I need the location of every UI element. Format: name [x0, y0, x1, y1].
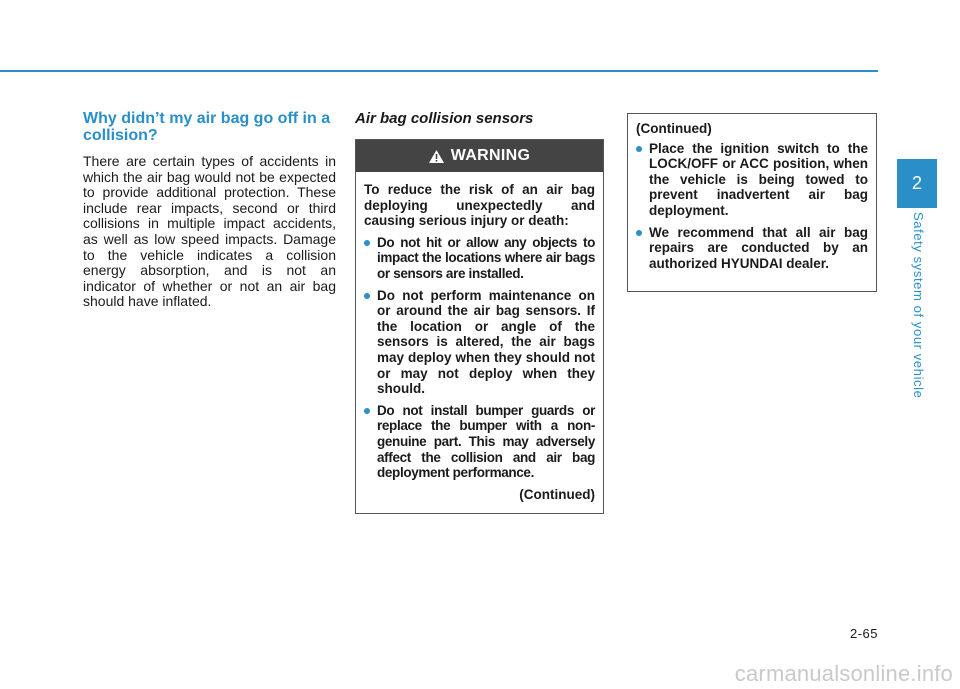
left-column: [83, 110, 336, 310]
chapter-number-tab: 2: [897, 159, 937, 208]
continued-label: (Continued): [636, 121, 712, 136]
continued-label: (Continued): [519, 486, 595, 502]
warning-intro: To reduce the risk of an air bag deploying unexpectedly and causing serious injury or death:: [364, 182, 595, 229]
warning-box: [355, 139, 604, 514]
chapter-title: Safety system of your vehicle: [911, 212, 926, 399]
warning-bullet: Do not perform maintenance on or around the air bag sensors. If the location or angle of the sensors is altered, the air bags may deploy when they should not or may not deploy when they should.: [364, 288, 595, 397]
warning-title: WARNING: [450, 147, 531, 164]
bullet-dot-icon: [364, 408, 370, 414]
continued-bullet: We recommend that all air bag repairs are conducted by an authorized HYUNDAI dealer.: [636, 225, 868, 272]
bullet-dot-icon: [636, 146, 642, 152]
right-column: [627, 113, 877, 292]
warning-bullet-list: [364, 235, 595, 481]
continued-bullet: Place the ignition switch to the LOCK/OFF or ACC position, when the vehicle is being towed to prevent inadvertent air bag deployment.: [636, 141, 868, 219]
page-number: 2-65: [849, 626, 878, 641]
warning-bullet: Do not hit or allow any objects to impact the locations where air bags or sensors are installed.: [364, 235, 595, 282]
warning-triangle-icon: [429, 150, 444, 163]
bullet-dot-icon: [364, 293, 370, 299]
body-paragraph: There are certain types of accidents in which the air bag would not be expected to provide additional protection. These include rear impacts, second or third collisions in multiple impact accidents, as well as low speed impacts. Damage to the vehicle indicates a collision energy absorption, and is not an indicator of whether or not an air bag should have inflated.: [83, 153, 336, 310]
section-heading: Why didn’t my air bag go off in a collision?: [83, 110, 331, 144]
bullet-dot-icon: [364, 240, 370, 246]
top-rule: [0, 70, 878, 72]
continued-box: [627, 113, 877, 292]
warning-bullet: Do not install bumper guards or replace the bumper with a non-genuine part. This may adversely affect the collision and air bag deployment performance.: [364, 403, 595, 481]
warning-header: [356, 140, 603, 172]
bullet-dot-icon: [636, 230, 642, 236]
middle-column: [355, 110, 606, 514]
watermark: carmanualsonline.info: [734, 661, 953, 686]
sub-heading: Air bag collision sensors: [355, 110, 534, 127]
continued-bullet-list: [636, 141, 868, 272]
